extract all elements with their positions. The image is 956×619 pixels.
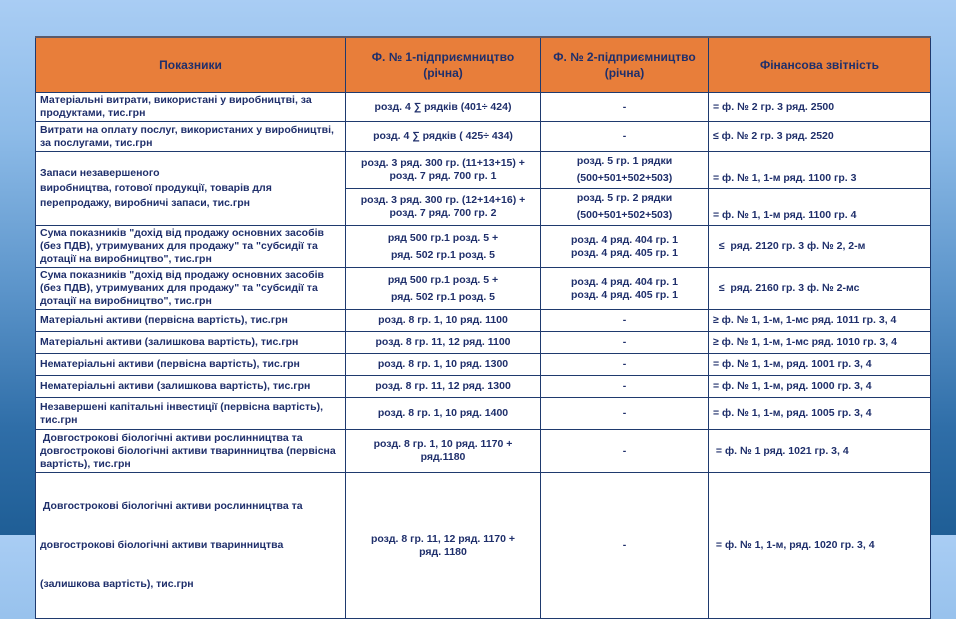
financial-cell: = ф. № 1, 1-м, ряд. 1001 гр. 3, 4	[709, 354, 931, 376]
form1-cell	[346, 268, 541, 310]
form1-line: ряд 500 гр.1 розд. 5 +	[387, 231, 499, 244]
form2-cell: -	[541, 430, 709, 473]
financial-cell: ≤ ряд. 2120 гр. 3 ф. № 2, 2-м	[709, 226, 931, 268]
financial-cell: = ф. № 1 ряд. 1021 гр. 3, 4	[709, 430, 931, 473]
form1-line: розд. 3 ряд. 300 гр. (11+13+15) +	[361, 157, 525, 169]
table-row	[36, 310, 931, 332]
form2-line: розд. 4 ряд. 405 гр. 1	[571, 288, 678, 301]
table-row	[36, 473, 931, 619]
indicator-cell: Нематеріальні активи (залишкова вартість), тис.грн	[36, 376, 346, 398]
form1-cell: розд. 8 гр. 1, 10 ряд. 1100	[346, 310, 541, 332]
form2-cell: -	[541, 376, 709, 398]
indicator-line: Довгострокові біологічні активи рослинництва та	[40, 500, 303, 512]
form1-line: розд. 3 ряд. 300 гр. (12+14+16) +	[360, 194, 526, 206]
form1-line: ряд. 502 гр.1 розд. 5	[390, 248, 496, 261]
form2-cell: -	[541, 398, 709, 430]
table-row	[36, 430, 931, 473]
form2-line: розд. 5 гр. 2 рядки	[576, 192, 673, 204]
form2-line: (500+501+502+503)	[576, 172, 673, 184]
form2-cell: -	[541, 473, 709, 619]
indicator-cell	[36, 152, 346, 226]
form2-cell	[541, 152, 709, 189]
form2-cell	[541, 226, 709, 268]
form2-cell: -	[541, 310, 709, 332]
indicator-cell: Матеріальні витрати, використані у виробництві, за продуктами, тис.грн	[36, 93, 346, 122]
indicator-cell: Нематеріальні активи (первісна вартість), тис.грн	[36, 354, 346, 376]
form1-cell: розд. 8 гр. 1, 10 ряд. 1300	[346, 354, 541, 376]
indicator-line: (залишкова вартість), тис.грн	[40, 578, 194, 590]
table-header-row	[36, 37, 931, 93]
financial-cell: = ф. № 2 гр. 3 ряд. 2500	[709, 93, 931, 122]
form1-line: ряд. 502 гр.1 розд. 5	[390, 290, 496, 303]
form1-cell: розд. 8 гр. 11, 12 ряд. 1100	[346, 332, 541, 354]
indicator-cell: Сума показників "дохід від продажу основних засобів (без ПДВ), утримуваних для продажу" та "субсидії та дотації на виробництво", тис.грн	[36, 226, 346, 268]
form2-cell: -	[541, 354, 709, 376]
table-row	[36, 398, 931, 430]
indicator-line: виробництва, готової продукції, товарів для перепродажу, виробничі запаси, тис.грн	[40, 182, 272, 209]
form2-line: (500+501+502+503)	[576, 209, 673, 221]
indicator-line: довгострокові біологічні активи тваринництва	[40, 539, 284, 551]
form1-cell	[346, 430, 541, 473]
form2-cell	[541, 189, 709, 226]
form2-line: розд. 4 ряд. 404 гр. 1	[571, 233, 678, 246]
indicator-cell: Витрати на оплату послуг, використаних у виробництві, за послугами, тис.грн	[36, 122, 346, 152]
form1-cell: розд. 8 гр. 11, 12 ряд. 1300	[346, 376, 541, 398]
form2-line: розд. 4 ряд. 405 гр. 1	[571, 246, 678, 259]
form2-cell: -	[541, 332, 709, 354]
indicator-line: Запаси незавершеного	[40, 167, 160, 179]
financial-cell: = ф. № 1, 1-м, ряд. 1000 гр. 3, 4	[709, 376, 931, 398]
table-row	[36, 332, 931, 354]
form1-line: розд. 8 гр. 1, 10 ряд. 1170 +	[373, 438, 513, 450]
financial-cell: ≤ ряд. 2160 гр. 3 ф. № 2-мс	[709, 268, 931, 310]
financial-cell: = ф. № 1, 1-м ряд. 1100 гр. 4	[709, 189, 931, 226]
financial-cell: = ф. № 1, 1-м, ряд. 1020 гр. 3, 4	[709, 473, 931, 619]
table-row	[36, 122, 931, 152]
form1-cell: розд. 4 ∑ рядків ( 425÷ 434)	[346, 122, 541, 152]
form1-cell: розд. 4 ∑ рядків (401÷ 424)	[346, 93, 541, 122]
financial-cell: ≤ ф. № 2 гр. 3 ряд. 2520	[709, 122, 931, 152]
form1-line: розд. 8 гр. 11, 12 ряд. 1170 +	[370, 532, 516, 545]
form1-line: розд. 7 ряд. 700 гр. 2	[389, 207, 497, 219]
form2-cell	[541, 268, 709, 310]
table-row	[36, 226, 931, 268]
indicator-cell: Матеріальні активи (первісна вартість), тис.грн	[36, 310, 346, 332]
indicator-cell: Матеріальні активи (залишкова вартість), тис.грн	[36, 332, 346, 354]
reporting-table	[35, 36, 931, 619]
financial-cell: = ф. № 1, 1-м, ряд. 1005 гр. 3, 4	[709, 398, 931, 430]
form1-line: ряд.1180	[420, 451, 466, 463]
header-form1	[346, 37, 541, 93]
header-form2	[541, 37, 709, 93]
indicator-cell	[36, 473, 346, 619]
header-indicators: Показники	[36, 37, 346, 93]
header-form2-line1: Ф. № 2-підприємництво	[553, 50, 696, 64]
header-form2-line2: (річна)	[604, 66, 645, 80]
form1-line: розд. 7 ряд. 700 гр. 1	[389, 170, 497, 182]
financial-cell: ≥ ф. № 1, 1-м, 1-мс ряд. 1010 гр. 3, 4	[709, 332, 931, 354]
form2-line: розд. 4 ряд. 404 гр. 1	[571, 275, 678, 288]
header-form1-line1: Ф. № 1-підприємництво	[371, 50, 515, 64]
form1-line: ряд. 1180	[419, 545, 467, 558]
header-form1-line2: (річна)	[423, 66, 463, 80]
header-financial-reporting: Фінансова звітність	[709, 37, 931, 93]
form1-cell	[346, 189, 541, 226]
table-row	[36, 93, 931, 122]
financial-cell: = ф. № 1, 1-м ряд. 1100 гр. 3	[709, 152, 931, 189]
table-row	[36, 268, 931, 310]
indicator-cell: Незавершені капітальні інвестиції (первісна вартість), тис.грн	[36, 398, 346, 430]
table-row	[36, 152, 931, 189]
table-row	[36, 376, 931, 398]
form2-line: розд. 5 гр. 1 рядки	[576, 155, 673, 167]
financial-cell: ≥ ф. № 1, 1-м, 1-мс ряд. 1011 гр. 3, 4	[709, 310, 931, 332]
table-row	[36, 354, 931, 376]
form1-line: ряд 500 гр.1 розд. 5 +	[387, 273, 499, 286]
form1-cell	[346, 473, 541, 619]
form1-cell	[346, 226, 541, 268]
reporting-table-container	[35, 36, 930, 590]
form1-cell: розд. 8 гр. 1, 10 ряд. 1400	[346, 398, 541, 430]
form1-cell	[346, 152, 541, 189]
form2-cell: -	[541, 122, 709, 152]
indicator-cell: Сума показників "дохід від продажу основних засобів (без ПДВ), утримуваних для продажу" та "субсидії та дотації на виробництво", тис.грн	[36, 268, 346, 310]
form2-cell: -	[541, 93, 709, 122]
indicator-cell: Довгострокові біологічні активи рослинництва та довгострокові біологічні активи тваринництва (первісна вартість), тис.грн	[36, 430, 346, 473]
